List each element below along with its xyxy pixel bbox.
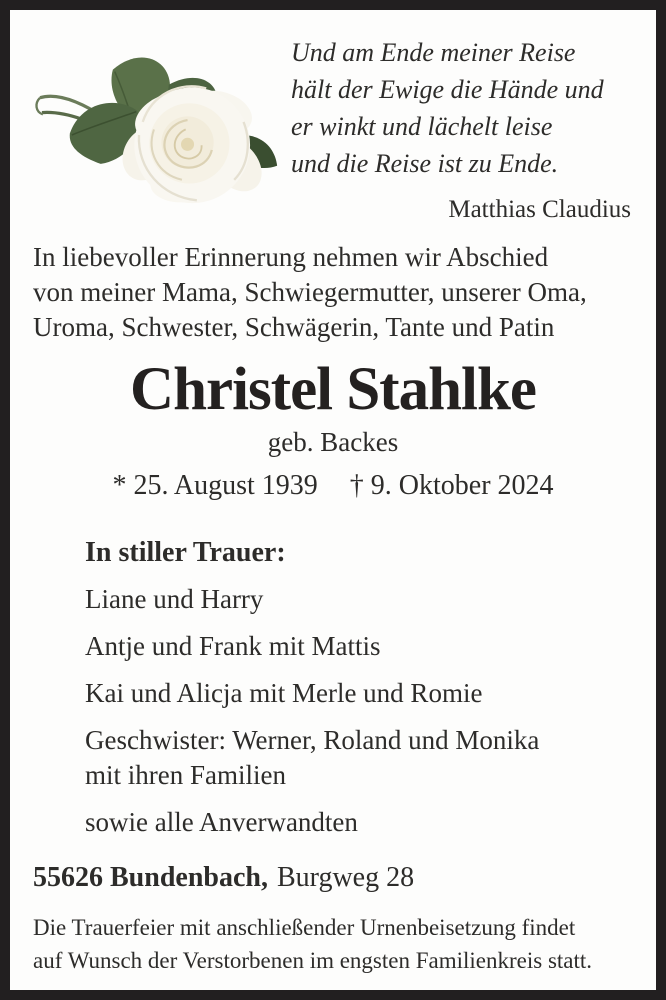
white-rose-illustration: [27, 32, 279, 210]
intro-line: Uroma, Schwester, Schwägerin, Tante und Patin: [33, 312, 555, 342]
quote-line: hält der Ewige die Hände und: [291, 75, 604, 104]
birth-date: * 25. August 1939: [112, 470, 318, 501]
address-line: [33, 862, 633, 894]
mourner-entry-continuation: mit ihren Familien: [85, 760, 286, 790]
mourner-entry: Geschwister: Werner, Roland und Monika: [85, 725, 540, 755]
white-rose-image: [27, 32, 279, 210]
quote-line: er winkt und lächelt leise: [291, 112, 553, 141]
life-dates: [33, 470, 633, 502]
notice-line: auf Wunsch der Verstorbenen im engsten Familienkreis statt.: [33, 948, 593, 973]
street-address: Burgweg 28: [276, 862, 415, 893]
mourner-entry: Antje und Frank mit Mattis: [85, 631, 381, 661]
deceased-name: Christel Stahlke: [130, 356, 536, 423]
death-date: † 9. Oktober 2024: [349, 470, 554, 501]
mourner-entry: Kai und Alicja mit Merle und Romie: [85, 678, 483, 708]
mourners-section: [85, 535, 633, 840]
mourner-entry: Liane und Harry: [85, 584, 264, 614]
mourners-title: In stiller Trauer:: [85, 537, 286, 568]
intro-paragraph: [33, 240, 633, 345]
header-section: [33, 30, 633, 224]
mourner-entry: sowie alle Anverwandten: [85, 807, 358, 837]
quote-attribution: Matthias Claudius: [448, 196, 631, 223]
postal-city: 55626 Bundenbach,: [33, 862, 268, 893]
maiden-name: geb. Backes: [267, 427, 399, 457]
notice-line: Die Trauerfeier mit anschließender Urnenbeisetzung findet: [33, 915, 576, 940]
intro-line: von meiner Mama, Schwiegermutter, unserer Oma,: [33, 277, 587, 307]
quote-line: und die Reise ist zu Ende.: [291, 149, 559, 178]
intro-line: In liebevoller Erinnerung nehmen wir Abschied: [33, 242, 549, 272]
quote-line: Und am Ende meiner Reise: [291, 38, 576, 67]
funeral-notice: [33, 911, 633, 977]
memorial-quote: [291, 34, 633, 224]
